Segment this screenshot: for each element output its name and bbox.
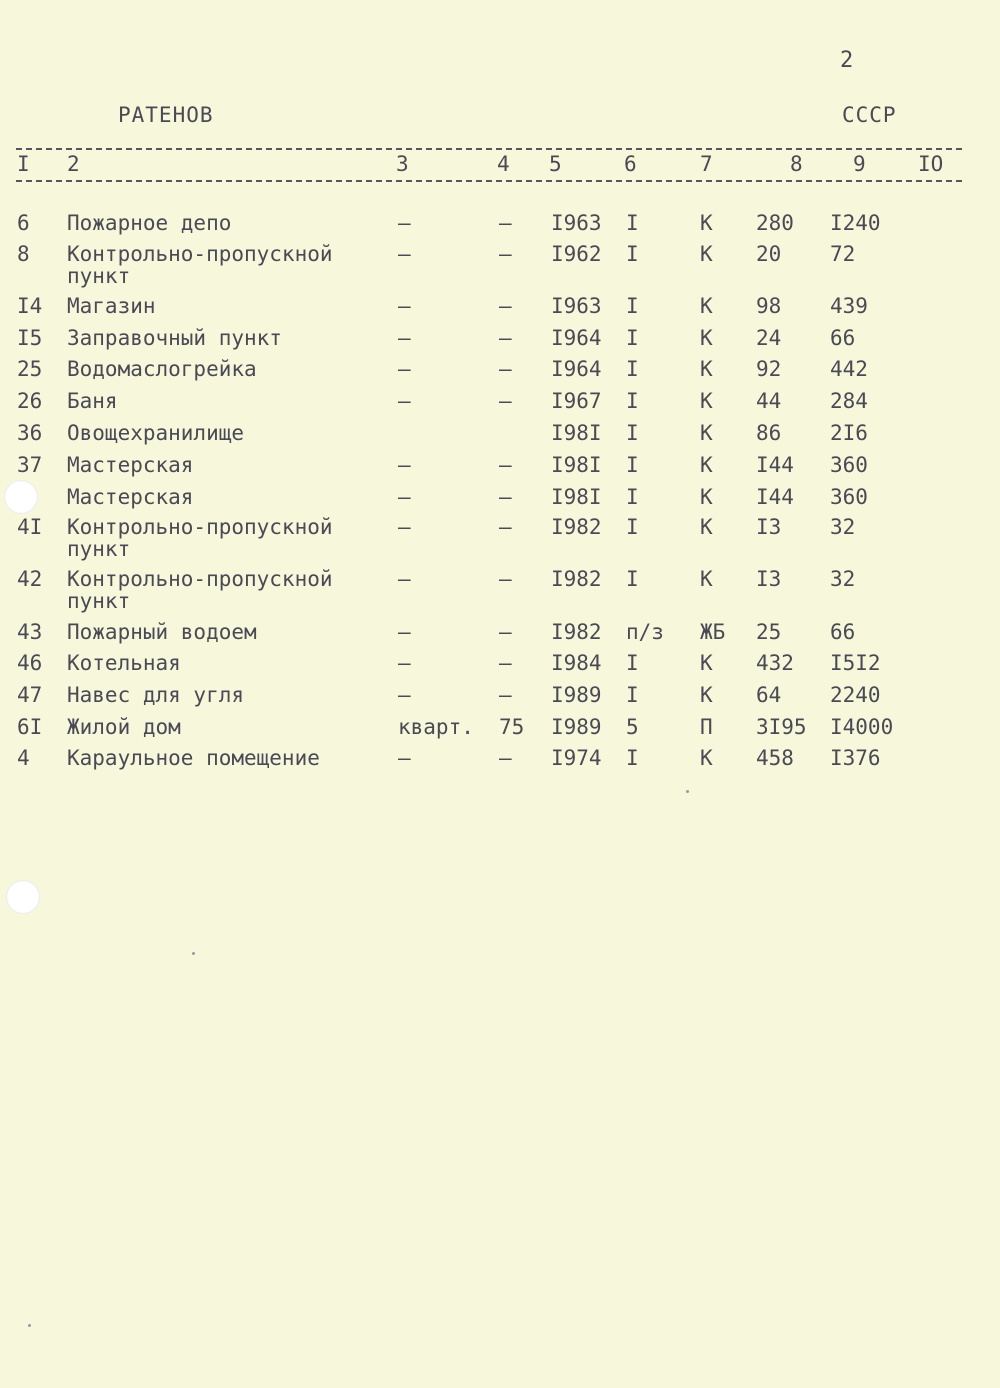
cell-col8: I44 xyxy=(756,453,794,477)
cell-col9: 442 xyxy=(830,357,868,381)
cell-col7: К xyxy=(700,421,713,445)
cell-col3: – xyxy=(398,651,411,675)
column-header: I xyxy=(17,152,30,176)
cell-col7: ЖБ xyxy=(700,620,726,644)
cell-col6: I xyxy=(626,389,639,413)
cell-col7: К xyxy=(700,651,713,675)
cell-col4: – xyxy=(499,746,512,770)
cell-col4: – xyxy=(499,567,512,591)
building-name: Пожарное депо xyxy=(67,211,232,235)
cell-col9: 32 xyxy=(830,515,856,539)
row-number: 8 xyxy=(17,242,30,266)
punch-hole xyxy=(4,480,38,514)
cell-col7: К xyxy=(700,453,713,477)
cell-year: I989 xyxy=(551,683,602,707)
cell-col6: I xyxy=(626,326,639,350)
cell-col8: I44 xyxy=(756,485,794,509)
cell-col6: I xyxy=(626,357,639,381)
cell-col3: – xyxy=(398,389,411,413)
cell-col9: 72 xyxy=(830,242,856,266)
cell-year: I982 xyxy=(551,515,602,539)
cell-year: I962 xyxy=(551,242,602,266)
header-left: РАТЕНОВ xyxy=(118,103,214,127)
building-name: Заправочный пункт xyxy=(67,326,282,350)
cell-col9: 66 xyxy=(830,326,856,350)
building-name: Водомаслогрейка xyxy=(67,357,257,381)
cell-col9: 439 xyxy=(830,294,868,318)
cell-col4: – xyxy=(499,453,512,477)
building-name: Мастерская xyxy=(67,485,194,509)
cell-col9: I240 xyxy=(830,211,881,235)
cell-col7: П xyxy=(700,715,713,739)
cell-year: I984 xyxy=(551,651,602,675)
cell-col9: I376 xyxy=(830,746,881,770)
cell-year: I982 xyxy=(551,620,602,644)
cell-col9: 360 xyxy=(830,485,868,509)
cell-col3: – xyxy=(398,683,411,707)
cell-col4: – xyxy=(499,294,512,318)
row-number: 4I xyxy=(17,515,43,539)
cell-col3: – xyxy=(398,294,411,318)
cell-col4: – xyxy=(499,326,512,350)
building-name: Овощехранилище xyxy=(67,421,245,445)
cell-col6: I xyxy=(626,421,639,445)
cell-col7: К xyxy=(700,485,713,509)
cell-col6: I xyxy=(626,242,639,266)
cell-col9: 2I6 xyxy=(830,421,868,445)
cell-col9: 2240 xyxy=(830,683,881,707)
cell-col8: 25 xyxy=(756,620,782,644)
building-name: Баня xyxy=(67,389,118,413)
cell-year: I98I xyxy=(551,453,602,477)
cell-col7: К xyxy=(700,567,713,591)
cell-col7: К xyxy=(700,683,713,707)
paper-speck xyxy=(28,1324,31,1327)
cell-col3: – xyxy=(398,485,411,509)
cell-col8: I3 xyxy=(756,567,782,591)
cell-col3: – xyxy=(398,453,411,477)
row-number: I5 xyxy=(17,326,43,350)
column-header: 7 xyxy=(700,152,713,176)
row-number: 4 xyxy=(17,746,30,770)
cell-col3: – xyxy=(398,620,411,644)
cell-year: I98I xyxy=(551,485,602,509)
building-name: Магазин xyxy=(67,294,156,318)
row-number: 25 xyxy=(17,357,43,381)
cell-col6: I xyxy=(626,683,639,707)
cell-col7: К xyxy=(700,515,713,539)
cell-col9: 360 xyxy=(830,453,868,477)
cell-col7: К xyxy=(700,357,713,381)
cell-col4: 75 xyxy=(499,715,525,739)
building-name: Навес для угля xyxy=(67,683,245,707)
cell-year: I967 xyxy=(551,389,602,413)
cell-col4: – xyxy=(499,211,512,235)
building-name: Пожарный водоем xyxy=(67,620,257,644)
cell-year: I963 xyxy=(551,294,602,318)
cell-col4: – xyxy=(499,357,512,381)
cell-col7: К xyxy=(700,294,713,318)
building-name: Мастерская xyxy=(67,453,194,477)
cell-col9: I5I2 xyxy=(830,651,881,675)
cell-col3: – xyxy=(398,567,411,591)
cell-col8: 64 xyxy=(756,683,782,707)
building-name: Контрольно-пропускной пункт xyxy=(67,242,333,288)
cell-col8: I3 xyxy=(756,515,782,539)
paper-speck xyxy=(686,790,689,793)
cell-col4: – xyxy=(499,242,512,266)
cell-col9: 284 xyxy=(830,389,868,413)
cell-col4: – xyxy=(499,683,512,707)
header-right: СССР xyxy=(842,103,897,127)
cell-col9: 32 xyxy=(830,567,856,591)
column-header: 8 xyxy=(790,152,803,176)
cell-col7: К xyxy=(700,242,713,266)
column-header: 2 xyxy=(67,152,80,176)
building-name: Контрольно-пропускной пункт xyxy=(67,567,333,613)
building-name: Котельная xyxy=(67,651,181,675)
row-number: 37 xyxy=(17,453,43,477)
column-header: 9 xyxy=(853,152,866,176)
column-header: IO xyxy=(918,152,944,176)
cell-col6: 5 xyxy=(626,715,639,739)
building-name: Контрольно-пропускной пункт xyxy=(67,515,333,561)
cell-col4: – xyxy=(499,620,512,644)
column-header: 3 xyxy=(396,152,409,176)
row-number: 47 xyxy=(17,683,43,707)
column-header: 6 xyxy=(624,152,637,176)
cell-col6: I xyxy=(626,746,639,770)
cell-col6: I xyxy=(626,211,639,235)
cell-col8: 3I95 xyxy=(756,715,807,739)
cell-year: I974 xyxy=(551,746,602,770)
cell-col6: I xyxy=(626,567,639,591)
cell-col6: I xyxy=(626,294,639,318)
row-number: 6I xyxy=(17,715,43,739)
cell-col8: 44 xyxy=(756,389,782,413)
building-name: Жилой дом xyxy=(67,715,181,739)
cell-year: I963 xyxy=(551,211,602,235)
cell-col8: 86 xyxy=(756,421,782,445)
row-number: 43 xyxy=(17,620,43,644)
cell-col6: п/з xyxy=(626,620,664,644)
cell-col3: – xyxy=(398,211,411,235)
cell-col3: – xyxy=(398,357,411,381)
row-number: 46 xyxy=(17,651,43,675)
building-name: Караульное помещение xyxy=(67,746,320,770)
cell-col9: 66 xyxy=(830,620,856,644)
cell-col3: кварт. xyxy=(398,715,474,739)
cell-col3: – xyxy=(398,746,411,770)
cell-col8: 24 xyxy=(756,326,782,350)
cell-col7: К xyxy=(700,326,713,350)
cell-col4: – xyxy=(499,515,512,539)
cell-col4: – xyxy=(499,485,512,509)
cell-col3: – xyxy=(398,326,411,350)
cell-col3: – xyxy=(398,515,411,539)
cell-col7: К xyxy=(700,389,713,413)
row-number: 42 xyxy=(17,567,43,591)
cell-col3: – xyxy=(398,242,411,266)
cell-col7: К xyxy=(700,211,713,235)
cell-year: I964 xyxy=(551,326,602,350)
cell-year: I982 xyxy=(551,567,602,591)
cell-col8: 98 xyxy=(756,294,782,318)
cell-year: I989 xyxy=(551,715,602,739)
column-header: 4 xyxy=(497,152,510,176)
cell-col6: I xyxy=(626,651,639,675)
cell-col8: 92 xyxy=(756,357,782,381)
cell-col4: – xyxy=(499,651,512,675)
column-header: 5 xyxy=(549,152,562,176)
cell-col6: I xyxy=(626,515,639,539)
cell-col8: 432 xyxy=(756,651,794,675)
cell-col8: 458 xyxy=(756,746,794,770)
row-number: 36 xyxy=(17,421,43,445)
cell-col8: 280 xyxy=(756,211,794,235)
cell-col6: I xyxy=(626,485,639,509)
punch-hole xyxy=(6,880,40,914)
cell-col9: I4000 xyxy=(830,715,894,739)
cell-year: I98I xyxy=(551,421,602,445)
paper-speck xyxy=(192,952,195,955)
cell-col4: – xyxy=(499,389,512,413)
row-number: 6 xyxy=(17,211,30,235)
cell-col7: К xyxy=(700,746,713,770)
row-number: I4 xyxy=(17,294,43,318)
cell-col6: I xyxy=(626,453,639,477)
row-number: 26 xyxy=(17,389,43,413)
page-number: 2 xyxy=(840,48,854,73)
cell-col8: 20 xyxy=(756,242,782,266)
cell-year: I964 xyxy=(551,357,602,381)
